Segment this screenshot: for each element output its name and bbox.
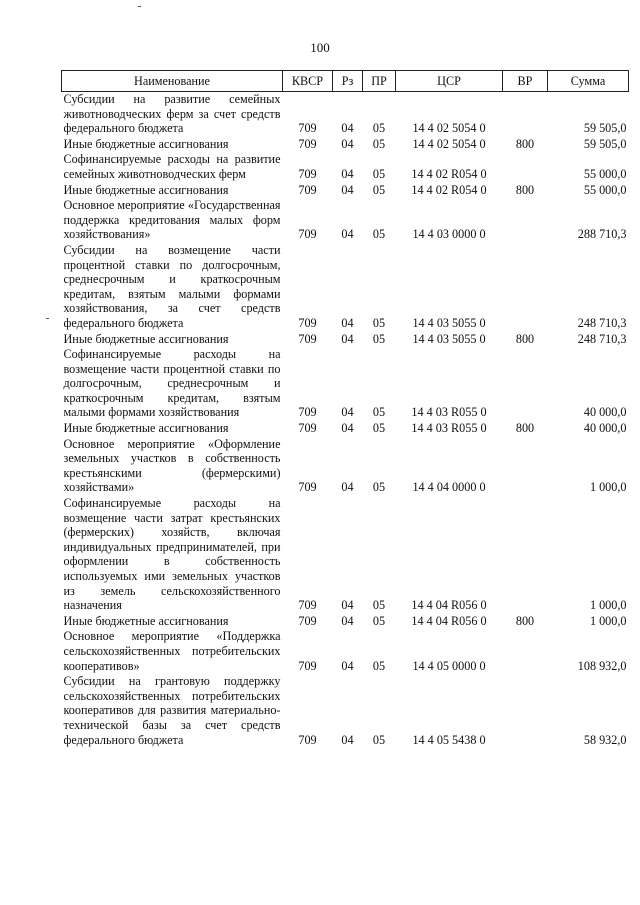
row-rz: 04 [341, 732, 354, 747]
row-pr: 05 [372, 331, 386, 346]
header-vr: ВР [503, 71, 548, 92]
row-vr: 800 [515, 182, 535, 197]
scan-speck [138, 6, 141, 7]
table-row [62, 437, 629, 496]
row-name: Субсидии на развитие семейных животноводческих ферм за счет средств федерального бюджета [63, 92, 281, 136]
row-kvsr: 709 [298, 315, 317, 330]
row-name: Софинансируемые расходы на возмещение части затрат крестьянских (фермерских) хозяйств, включая индивидуальных предпринимателей, при оформлении в собственность используемых ими земельных участков из земель сельскохозяйственного назначения [63, 496, 281, 613]
row-vr [503, 243, 548, 332]
row-name: Субсидии на грантовую поддержку сельскохозяйственных потребительских кооперативов для развития материально-технической базы за счет средств федерального бюджета [63, 674, 281, 747]
row-name: Софинансируемые расходы на возмещение части процентной ставки по долгосрочным, среднесрочным и краткосрочным кредитам, взятым малыми формами хозяйствования [63, 347, 281, 420]
table-row [62, 92, 629, 137]
row-kvsr: 709 [298, 182, 317, 197]
header-kvsr: КВСР [283, 71, 333, 92]
table-row [62, 332, 629, 348]
table-row [62, 347, 629, 421]
header-sum: Сумма [548, 71, 629, 92]
row-csr: 14 4 02 5054 0 [412, 121, 486, 136]
row-name: Основное мероприятие «Государственная поддержка кредитования малых форм хозяйствования» [63, 198, 281, 242]
row-csr: 14 4 04 0000 0 [412, 480, 486, 495]
row-kvsr: 709 [298, 658, 317, 673]
row-name: Основное мероприятие «Оформление земельных участков в собственность крестьянскими (фермерскими) хозяйствами» [63, 436, 281, 495]
row-kvsr: 709 [298, 480, 317, 495]
table-row [62, 674, 629, 748]
row-pr: 05 [372, 136, 386, 151]
budget-table [61, 70, 629, 748]
row-name: Софинансируемые расходы на развитие семейных животноводческих ферм [63, 152, 281, 181]
row-rz: 04 [341, 598, 354, 613]
row-vr [503, 496, 548, 614]
row-pr: 05 [372, 421, 386, 436]
row-sum: 288 710,3 [577, 227, 627, 242]
row-csr: 14 4 03 0000 0 [412, 227, 486, 242]
row-pr: 05 [372, 658, 386, 673]
row-rz: 04 [341, 121, 354, 136]
row-csr: 14 4 04 R056 0 [411, 598, 487, 613]
table-row [62, 183, 629, 199]
table-header-row [62, 71, 629, 92]
row-rz: 04 [341, 331, 354, 346]
row-vr: 800 [515, 421, 535, 436]
table-row [62, 496, 629, 614]
row-csr: 14 4 03 R055 0 [411, 421, 487, 436]
page-number: 100 [310, 40, 330, 55]
header-name: Наименование [62, 71, 283, 92]
row-sum: 108 932,0 [577, 658, 627, 673]
row-name: Иные бюджетные ассигнования [63, 421, 229, 436]
row-kvsr: 709 [298, 405, 317, 420]
row-pr: 05 [372, 732, 386, 747]
row-kvsr: 709 [298, 136, 317, 151]
row-pr: 05 [372, 121, 386, 136]
row-name: Иные бюджетные ассигнования [63, 331, 229, 346]
row-vr [503, 92, 548, 137]
row-kvsr: 709 [298, 421, 317, 436]
table-row [62, 243, 629, 332]
row-rz: 04 [341, 658, 354, 673]
row-sum: 58 932,0 [583, 732, 627, 747]
row-name: Иные бюджетные ассигнования [63, 136, 229, 151]
row-csr: 14 4 02 R054 0 [411, 166, 487, 181]
row-rz: 04 [341, 405, 354, 420]
header-csr: ЦСР [396, 71, 503, 92]
table-row [62, 137, 629, 153]
row-vr [503, 629, 548, 674]
row-vr [503, 347, 548, 421]
row-csr: 14 4 04 R056 0 [411, 613, 487, 628]
row-vr: 800 [515, 331, 535, 346]
row-rz: 04 [341, 166, 354, 181]
row-pr: 05 [372, 405, 386, 420]
table-row [62, 614, 629, 630]
row-vr [503, 674, 548, 748]
row-pr: 05 [372, 598, 386, 613]
row-rz: 04 [341, 421, 354, 436]
row-csr: 14 4 05 5438 0 [412, 732, 486, 747]
row-vr: 800 [515, 613, 535, 628]
row-rz: 04 [341, 613, 354, 628]
row-kvsr: 709 [298, 227, 317, 242]
row-rz: 04 [341, 480, 354, 495]
row-sum: 1 000,0 [589, 598, 627, 613]
row-sum: 1 000,0 [589, 613, 627, 628]
row-name: Субсидии на возмещение части процентной ставки по долгосрочным, среднесрочным и краткосрочным кредитам, взятым малыми формами хозяйствования, за счет средств федерального бюджета [63, 242, 281, 330]
row-rz: 04 [341, 315, 354, 330]
row-kvsr: 709 [298, 331, 317, 346]
row-sum: 59 505,0 [583, 136, 627, 151]
row-kvsr: 709 [298, 732, 317, 747]
row-csr: 14 4 02 5054 0 [412, 136, 486, 151]
row-sum: 248 710,3 [577, 315, 627, 330]
row-csr: 14 4 02 R054 0 [411, 182, 487, 197]
row-csr: 14 4 03 R055 0 [411, 405, 487, 420]
row-pr: 05 [372, 227, 386, 242]
row-name: Иные бюджетные ассигнования [63, 182, 229, 197]
row-sum: 40 000,0 [583, 421, 627, 436]
row-pr: 05 [372, 182, 386, 197]
row-kvsr: 709 [298, 613, 317, 628]
row-sum: 40 000,0 [583, 405, 627, 420]
row-vr [503, 437, 548, 496]
row-sum: 55 000,0 [583, 182, 627, 197]
row-csr: 14 4 03 5055 0 [412, 315, 486, 330]
row-sum: 55 000,0 [583, 166, 627, 181]
header-rz: Рз [333, 71, 363, 92]
row-sum: 248 710,3 [577, 331, 627, 346]
table-row [62, 152, 629, 182]
row-csr: 14 4 03 5055 0 [412, 331, 486, 346]
header-pr: ПР [363, 71, 396, 92]
row-rz: 04 [341, 227, 354, 242]
row-pr: 05 [372, 480, 386, 495]
row-pr: 05 [372, 315, 386, 330]
scan-speck [46, 318, 49, 319]
row-kvsr: 709 [298, 121, 317, 136]
row-kvsr: 709 [298, 166, 317, 181]
row-rz: 04 [341, 182, 354, 197]
row-name: Основное мероприятие «Поддержка сельскохозяйственных потребительских кооперативов» [63, 629, 281, 673]
row-vr [503, 198, 548, 243]
row-vr [503, 152, 548, 182]
row-rz: 04 [341, 136, 354, 151]
row-pr: 05 [372, 166, 386, 181]
row-sum: 1 000,0 [589, 480, 627, 495]
row-name: Иные бюджетные ассигнования [63, 613, 229, 628]
row-csr: 14 4 05 0000 0 [412, 658, 486, 673]
row-sum: 59 505,0 [583, 121, 627, 136]
row-pr: 05 [372, 613, 386, 628]
row-vr: 800 [515, 136, 535, 151]
table-row [62, 421, 629, 437]
row-kvsr: 709 [298, 598, 317, 613]
table-row [62, 198, 629, 243]
table-row [62, 629, 629, 674]
